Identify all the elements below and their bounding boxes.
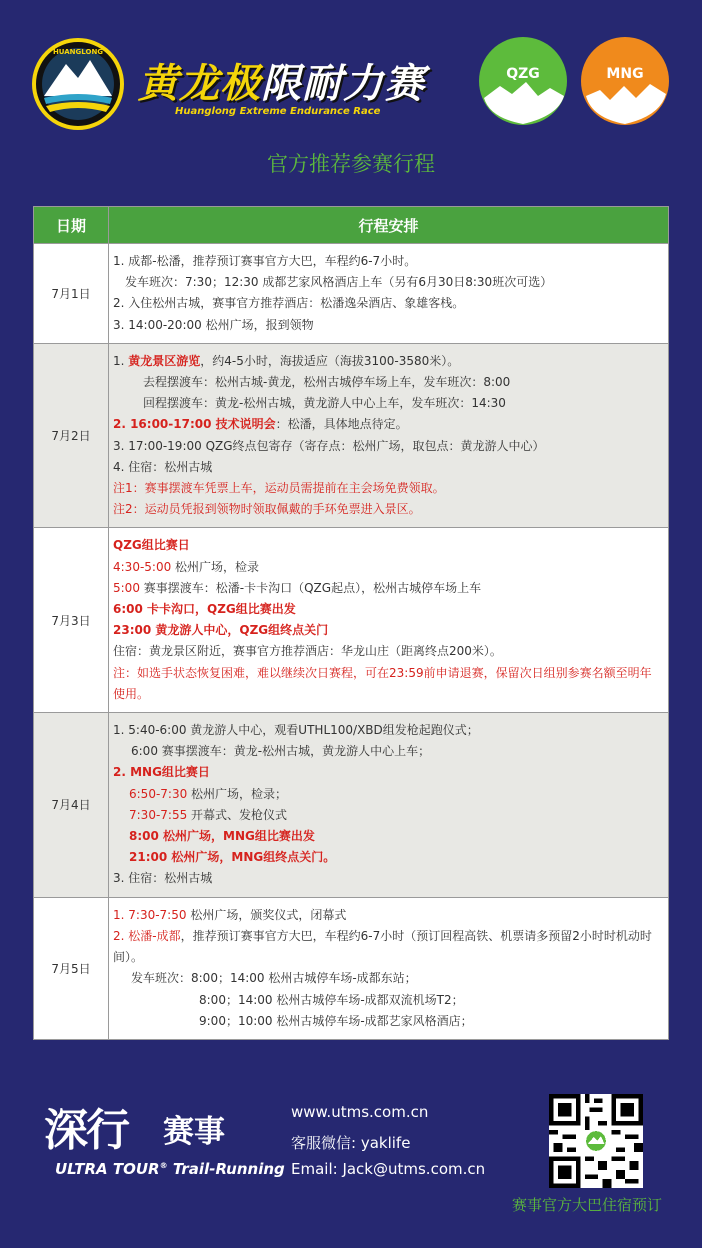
table-row [34,713,669,898]
plan-line [113,926,662,968]
plan-line: 发车班次：7:30；12:30 成都艺家风格酒店上车（另有6月30日8:30班次可选） [125,275,553,290]
footer-brand-cn: 深行 [44,1105,128,1156]
plan-line: 1. 5:40-6:00 黄龙游人中心，观看UTHL100/XBD组发枪起跑仪式； [113,723,479,738]
plan-line-text: 松州广场，检录； [187,786,288,801]
plan-line-highlight: 8:00 松州广场，MNG组比赛出发 [129,829,315,844]
plan-line: 8:00；14:00 松州古城停车场-成都双流机场T2； [199,992,464,1007]
plan-note: 注2：运动员凭报到领物时领取佩戴的手环免票进入景区。 [113,502,421,517]
qzg-badge-label: QZG [506,66,540,82]
plan-line [113,414,662,435]
row-plan [109,713,669,898]
qzg-badge-icon [478,36,568,126]
footer-brand-en-b: Trail-Running [172,1160,285,1178]
row-date: 7月3日 [34,528,109,713]
plan-line-highlight: QZG组比赛日 [113,538,190,553]
table-row [34,343,669,528]
plan-time: 1. 7:30-7:50 [113,907,187,922]
plan-line: 3. 14:00-20:00 松州广场，报到领物 [113,317,314,332]
plan-line-highlight: 黄龙景区游览 [128,353,201,368]
plan-line [113,805,662,826]
plan-line-text: 松州广场，检录 [171,559,260,574]
huanglong-logo [30,38,126,130]
plan-line-highlight: 2. MNG组比赛日 [113,765,210,780]
plan-line [113,351,662,372]
plan-line-highlight: 21:00 松州广场，MNG组终点关门。 [129,850,336,865]
plan-line: 1. 成都-松潘，推荐预订赛事官方大巴，车程约6-7小时。 [113,254,417,268]
plan-line: 2. 入住松州古城，赛事官方推荐酒店：松潘逸朵酒店、象雄客栈。 [113,296,465,311]
plan-line: 3. 17:00-19:00 QZG终点包寄存（寄存点：松州广场，取包点：黄龙游人中心） [113,438,545,453]
column-header-plan: 行程安排 [109,207,669,244]
plan-line-highlight: 6:00 卡卡沟口，QZG组比赛出发 [113,602,296,617]
plan-note: 注：如选手状态恢复困难，难以继续次日赛程，可在23:59前申请退赛，保留次日组别参赛名额至明年使用。 [113,665,652,701]
mng-badge-label: MNG [606,66,644,82]
brand-title-part-b: 限耐力赛 [261,61,425,107]
table-row [34,244,669,344]
row-date: 7月1日 [34,244,109,344]
table-row [34,897,669,1039]
plan-line-highlight: 2. 松潘-成都 [113,928,181,943]
plan-time: 6:50-7:30 [129,786,188,801]
brand-title-part-a: 黄龙极 [138,61,261,107]
plan-line: 回程摆渡车：黄龙-松州古城，黄龙游人中心上车，发车班次：14:30 [143,396,506,411]
plan-line [113,578,662,599]
plan-line-text: 松州广场，颁奖仪式，闭幕式 [186,907,347,922]
qr-caption: 赛事官方大巴住宿预订 [512,1196,663,1214]
table-header-row [34,207,669,244]
plan-line-text: ，推荐预订赛事官方大巴，车程约6-7小时（预订回程高铁、机票请多预留2小时时机动时间）。 [113,928,652,965]
plan-line: 6:00 赛事摆渡车：黄龙-松州古城，黄龙游人中心上车； [131,744,431,759]
footer-brand-en: ULTRA TOUR® Trail-Running [55,1160,285,1178]
row-plan [109,343,669,528]
plan-time: 5:00 [113,580,140,595]
row-plan [109,528,669,713]
plan-line: 去程摆渡车：松州古城-黄龙，松州古城停车场上车，发车班次：8:00 [143,375,511,390]
plan-line-text: 赛事摆渡车：松潘-卡卡沟口（QZG起点），松州古城停车场上车 [139,580,482,595]
row-date: 7月4日 [34,713,109,898]
row-plan [109,244,669,344]
row-date: 7月2日 [34,343,109,528]
email-link[interactable]: Email: Jack@utms.com.cn [291,1160,486,1178]
brand-title [138,52,425,109]
plan-line [113,557,662,578]
page-title: 官方推荐参赛行程 [267,152,435,176]
plan-time: 4:30-5:00 [113,559,172,574]
plan-line-text: 开幕式、发枪仪式 [187,807,288,822]
plan-line-highlight: 23:00 黄龙游人中心，QZG组终点关门 [113,623,329,638]
footer-brand-en-a: ULTRA TOUR [55,1160,160,1178]
plan-line: 9:00；10:00 松州古城停车场-成都艺家风格酒店； [199,1013,473,1028]
mng-badge-icon [580,36,670,126]
plan-line-number: 1. [113,353,125,368]
footer-brand-cn-suffix: 赛事 [163,1114,225,1150]
plan-line-text: ，约4-5小时，海拔适应（海拔3100-3580米）。 [200,353,460,368]
column-header-date: 日期 [34,207,109,244]
wechat-contact: 客服微信: yaklife [291,1134,411,1152]
plan-line: 3. 住宿：松州古城 [113,871,213,886]
brand-subtitle: Huanglong Extreme Endurance Race [175,106,381,117]
plan-note: 注1：赛事摆渡车凭票上车，运动员需提前在主会场免费领取。 [113,481,445,496]
website-link[interactable]: www.utms.com.cn [291,1103,429,1121]
plan-line: 住宿：黄龙景区附近，赛事官方推荐酒店：华龙山庄（距离终点200米）。 [113,644,502,659]
plan-line [113,784,662,805]
plan-line-highlight: 2. 16:00-17:00 技术说明会 [113,417,276,432]
qr-code-icon [549,1094,643,1188]
table-row [34,528,669,713]
plan-line: 发车班次：8:00；14:00 松州古城停车场-成都东站； [131,971,417,986]
row-plan [109,897,669,1039]
row-date: 7月5日 [34,897,109,1039]
schedule-table [33,206,669,1040]
plan-line [113,905,662,926]
logo-ring-text: HUANGLONG [52,48,104,56]
plan-line: 4. 住宿：松州古城 [113,459,213,474]
plan-line-text: ：松潘，具体地点待定。 [275,417,408,432]
plan-time: 7:30-7:55 [129,807,188,822]
